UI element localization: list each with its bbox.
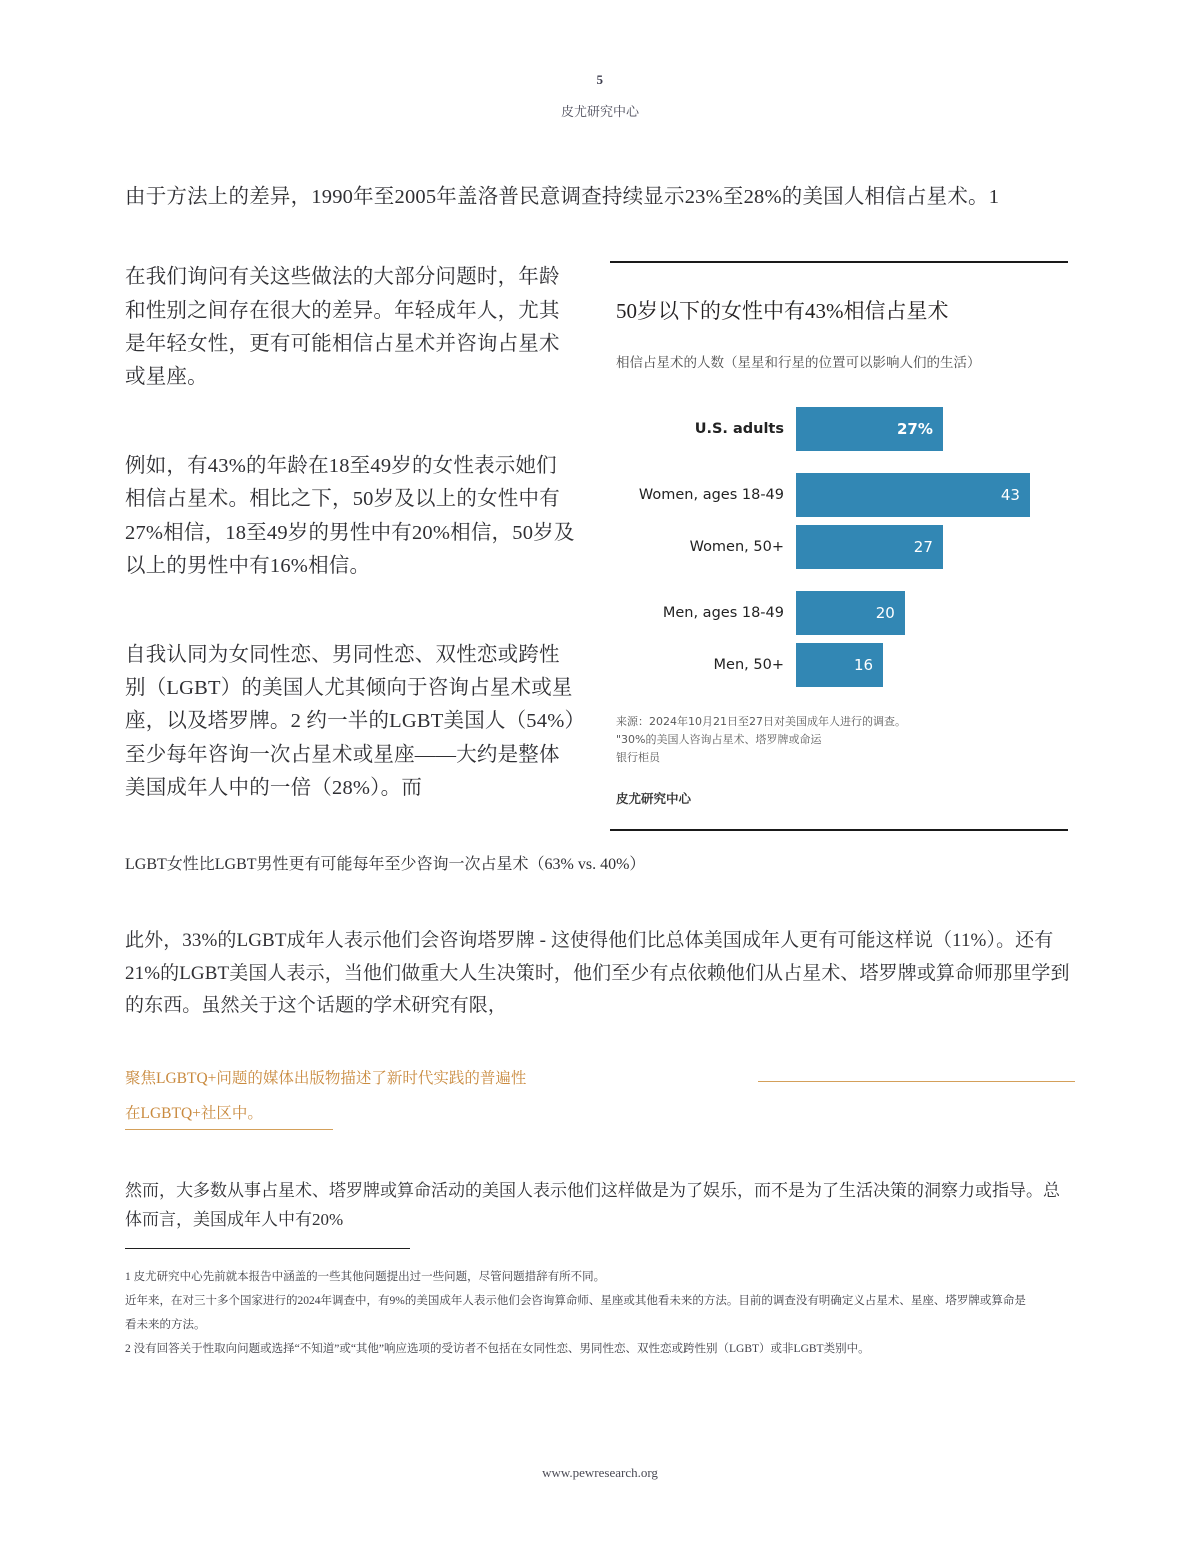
chart-organization: 皮尤研究中心: [616, 791, 692, 807]
footer-url[interactable]: www.pewresearch.org: [542, 1465, 658, 1480]
paragraph-lgbt: 自我认同为女同性恋、男同性恋、双性恋或跨性别（LGBT）的美国人尤其倾向于咨询占星术或星座，以及塔罗牌。2 约一半的LGBT美国人（54%）至少每年咨询一次占星术或星座——大约是整体美国成年人中的一倍（28%）。而: [125, 643, 575, 799]
paragraph-entertainment: 然而，大多数从事占星术、塔罗牌或算命活动的美国人表示他们这样做是为了娱乐，而不是为了生活决策的洞察力或指导。总体而言，美国成年人中有20%: [125, 1180, 1060, 1230]
chart-note-line: 来源：2024年10月21日至27日对美国成年人进行的调查。: [616, 714, 906, 728]
chart-source-notes: [616, 713, 1068, 767]
bar-chart-plot: [616, 407, 1068, 687]
footnote-divider: [125, 1248, 410, 1249]
chart-title: 50岁以下的女性中有43%相信占星术: [616, 299, 949, 324]
bar-row: [616, 525, 1068, 569]
footnote-1: 1 皮尤研究中心先前就本报告中涵盖的一些其他问题提出过一些问题，尽管问题措辞有所不同。: [125, 1271, 606, 1283]
bar-row: [616, 473, 1068, 517]
bar-fill: 43: [796, 473, 1030, 517]
bar-track: [796, 407, 1068, 451]
bar-label: Women, 50+: [689, 538, 784, 555]
footnote-1-continued: 近年来，在对三十多个国家进行的2024年调查中，有9%的美国成年人表示他们会咨询算命师、星座或其他看未来的方法。目前的调查没有明确定义占星术、星座、塔罗牌或算命是: [125, 1295, 1026, 1308]
bar-label: Men, 50+: [713, 656, 784, 673]
footnote-1-continued-2: 看未来的方法。: [125, 1319, 206, 1332]
footnotes-section: [125, 1248, 1085, 1364]
lead-paragraph: 由于方法上的差异，1990年至2005年盖洛普民意调查持续显示23%至28%的美国人相信占星术。1: [125, 185, 1000, 208]
bar-fill: 20: [796, 591, 905, 635]
page-footer: [0, 1465, 1200, 1481]
bar-fill: 16: [796, 643, 883, 687]
right-chart-column: [595, 261, 1075, 831]
after-columns-section: [125, 853, 1075, 1235]
two-column-section: [125, 261, 1075, 843]
bar-track: [796, 591, 1068, 635]
paragraph-women-men-stats: 例如，有43%的年龄在18至49岁的女性表示她们相信占星术。相比之下，50岁及以上的女性中有27%相信，18至49岁的男性中有20%相信，50岁及以上的男性中有16%相信。: [125, 455, 575, 577]
page-content: [125, 182, 1075, 1236]
bar-row: [616, 643, 1068, 687]
bar-track: [796, 643, 1068, 687]
page-number: 5: [596, 72, 604, 87]
paragraph-tarot-stats: 此外，33%的LGBT成年人表示他们会咨询塔罗牌 - 这使得他们比总体美国成年人更有可能这样说（11%）。还有21%的LGBT美国人表示，当他们做重大人生决策时，他们至少有点依赖他们从占星术、塔罗牌或算命师那里学到的东西。虽然关于这个话题的学术研究有限，: [125, 930, 1070, 1017]
bar-label: Women, ages 18-49: [638, 486, 784, 503]
bar-label: U.S. adults: [694, 420, 784, 437]
left-text-column: [125, 261, 595, 843]
bar-track: [796, 525, 1068, 569]
bar-row: [616, 407, 1068, 451]
chart-note-line: 银行柜员: [616, 750, 660, 764]
link-text-line-1[interactable]: 聚焦LGBTQ+问题的媒体出版物描述了新时代实践的普遍性: [125, 1070, 527, 1088]
header-organization: 皮尤研究中心: [560, 104, 639, 120]
chart-note-line: "30%的美国人咨询占星术、塔罗牌或命运: [616, 732, 822, 746]
bar-track: [796, 473, 1068, 517]
link-underline-right: [758, 1081, 1075, 1082]
chart-card: [610, 261, 1068, 831]
bar-row: [616, 591, 1068, 635]
lgbt-stat-line: LGBT女性比LGBT男性更有可能每年至少咨询一次占星术（63% vs. 40%）: [125, 856, 646, 873]
paragraph-age-gender: 在我们询问有关这些做法的大部分问题时，年龄和性别之间存在很大的差异。年轻成年人，尤其是年轻女性，更有可能相信占星术并咨询占星术或星座。: [125, 266, 560, 388]
page-header: [0, 0, 1200, 120]
bar-fill: 27%: [796, 407, 943, 451]
bar-label: Men, ages 18-49: [662, 604, 784, 621]
bar-fill: 27: [796, 525, 943, 569]
link-text-line-2[interactable]: 在LGBTQ+社区中。: [125, 1102, 333, 1130]
chart-subtitle: 相信占星术的人数（星星和行星的位置可以影响人们的生活）: [616, 354, 981, 371]
footnote-2: 2 没有回答关于性取向问题或选择“不知道”或“其他”响应选项的受访者不包括在女同性恋、男同性恋、双性恋或跨性别（LGBT）或非LGBT类别中。: [125, 1343, 870, 1356]
media-link-block[interactable]: [125, 1067, 1075, 1130]
